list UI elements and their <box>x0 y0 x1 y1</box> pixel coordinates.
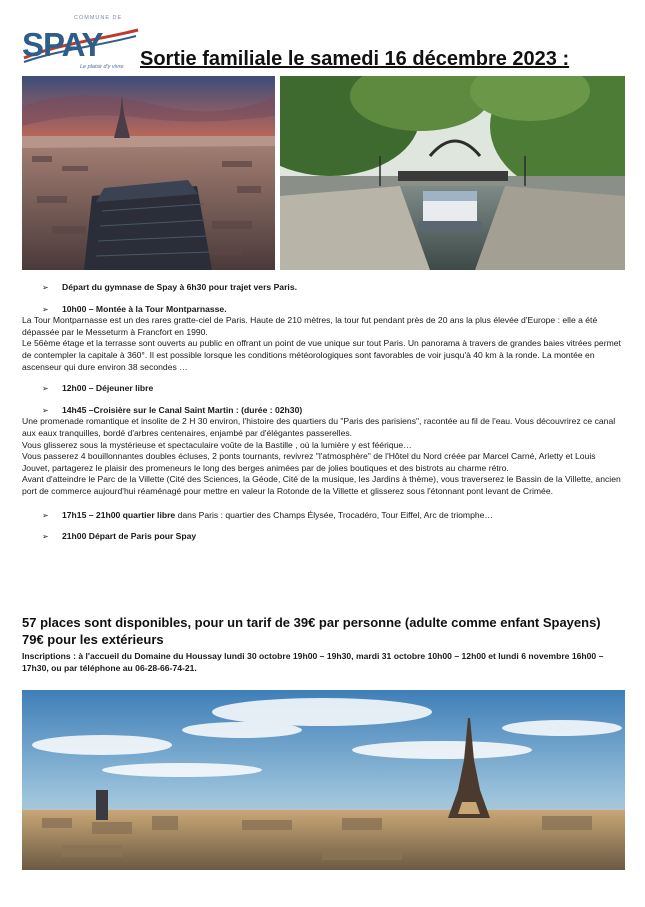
cruise-description: Avant d'atteindre le Parc de la Villette (Cité des Sciences, la Géode, Cité de la musique, les Jardins à thème), vous traverserez le Bassin de la Villette, ancien port de commerce aujourd'hui réaménagé pour mettre en valeur la Rotonde de la Villette et glisserez sous l'étonnant pont levant de Crimée. <box>22 474 621 496</box>
info-section <box>22 614 625 674</box>
program-item-text: Départ du gymnase de Spay à 6h30 pour trajet vers Paris. <box>62 282 297 292</box>
commune-logo <box>18 14 140 70</box>
arrow-bullet-icon: ➢ <box>42 405 49 415</box>
paris-skyline-photo <box>22 690 625 870</box>
arrow-bullet-icon: ➢ <box>42 532 49 542</box>
montparnasse-description: Le 56ème étage et la terrasse sont ouverts au public en offrant un point de vue unique sur tout Paris. Un panorama à travers de grandes baies vitrées permet de contempler la capitale à 360°. Il est possible lorsque les conditions météorologiques sont favorables de voir jusqu'à 40 km à la ronde. La montée en ascenseur qui dure environ 38 secondes … <box>22 338 621 372</box>
logo-name: SPAY <box>22 26 103 63</box>
places-price-line: 57 places sont disponibles, pour un tarif de 39€ par personne (adulte comme enfant Spayens) <box>22 615 601 630</box>
program-item-text: 10h00 – Montée à la Tour Montparnasse. <box>62 303 227 314</box>
program-item-text: 21h00 Départ de Paris pour Spay <box>62 531 197 542</box>
arrow-bullet-icon: ➢ <box>42 510 49 520</box>
inscriptions-text: Inscriptions : à l'accueil du Domaine du Houssay lundi 30 octobre 19h00 – 19h30, mardi 31 octobre 10h00 – 12h00 et lundi 6 novembre 16h00 – 17h30, ou par téléphone au 06-28-66-74-21. <box>22 651 604 673</box>
program-item-text: 14h45 –Croisière sur le Canal Saint Martin : (durée : 02h30) <box>62 404 303 415</box>
arrow-bullet-icon: ➢ <box>42 384 49 394</box>
program-item-montparnasse <box>22 304 625 316</box>
arrow-bullet-icon: ➢ <box>42 283 49 292</box>
program-item-lunch <box>22 383 625 395</box>
canal-saint-martin-photo <box>280 76 625 270</box>
montparnasse-description: La Tour Montparnasse est un des rares gratte-ciel de Paris. Haute de 210 mètres, la tour fut pendant près de 20 ans la plus élevée d'Europe : elle a été dépassée par le Messeturm à Francfort en 1990. <box>22 315 598 337</box>
page-title: Sortie familiale le samedi 16 décembre 2023 : <box>140 48 570 70</box>
program-item-text: 17h15 – 21h00 quartier libre <box>62 509 176 520</box>
montparnasse-photo <box>22 76 275 270</box>
arrow-bullet-icon: ➢ <box>42 304 49 314</box>
program-item-text: 12h00 – Déjeuner libre <box>62 383 154 394</box>
cruise-description: Une promenade romantique et insolite de 2 H 30 environ, l'histoire des quartiers du "Paris des parisiens", racontée au fil de l'eau. Vous découvrirez ce canal aux eaux tranquilles, bordé d'arbres centenaires, enjambé par d'élégantes passerelles. <box>22 416 616 438</box>
logo-tagline: Le plaisir d'y vivre <box>80 64 124 70</box>
program-item-free-time <box>22 510 625 522</box>
cruise-description: Vous passerez 4 bouillonnantes doubles écluses, 2 ponts tournants, revivrez "l'atmosphère" de l'Hôtel du Nord créée par Marcel Carné, Arletty et Louis Jouvet, partagerez le plaisir des promeneurs le long des berges animées par de jolies boutiques et des bistrots au charme rétro. <box>22 451 596 473</box>
cruise-description: Vous glisserez sous la mystérieuse et spectaculaire voûte de la Bastille , où la lumière y est féérique… <box>22 439 412 450</box>
program-item-departure <box>22 282 625 294</box>
program-item-detail: dans Paris : quartier des Champs Élysée, Trocadéro, Tour Eiffel, Arc de triomphe… <box>175 509 494 520</box>
program-item-return <box>22 531 625 543</box>
logo-commune-label: COMMUNE DE <box>74 15 123 21</box>
program-item-cruise <box>22 405 625 417</box>
program-section <box>22 282 625 543</box>
exterior-price-line: 79€ pour les extérieurs <box>22 632 164 647</box>
